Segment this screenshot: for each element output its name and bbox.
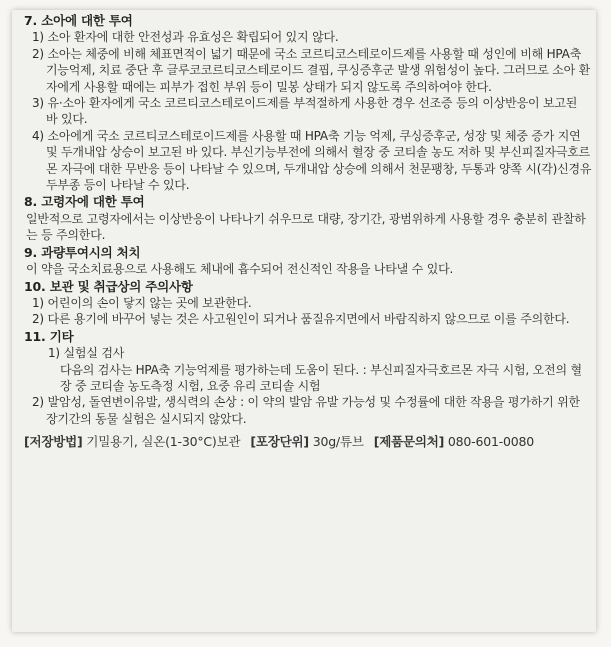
section-11-item-1: 1) 실험실 검사 <box>48 346 125 361</box>
section-10-item-2: 2) 다른 용기에 바꾸어 넣는 것은 사고원인이 되거나 품질유지면에서 바람직하지 않으므로 이를 주의한다. <box>32 312 570 327</box>
storage-value: 기밀용기, 실온(1-30°C)보관 <box>86 434 241 450</box>
storage-info <box>24 434 240 450</box>
package-info <box>250 434 363 450</box>
contact-label: [제품문의처] <box>373 434 445 450</box>
section-8-title: 8. 고령자에 대한 투여 <box>24 194 145 210</box>
section-10-item-1: 1) 어린이의 손이 닿지 않는 곳에 보관한다. <box>32 295 252 310</box>
footer-info <box>24 434 592 450</box>
section-7-item-3: 3) 유·소아 환자에게 국소 코르티코스테로이드제를 부적절하게 사용한 경우 선조증 등의 이상반응이 보고된 바 있다. <box>32 96 578 127</box>
section-11-item-1-text: 다음의 검사는 HPA축 기능억제를 평가하는데 도움이 된다. : 부신피질자극호르몬 자극 시험, 오전의 혈장 중 코티솔 농도측정 시험, 요중 유리 코티솔 시험 <box>60 362 582 393</box>
storage-label: [저장방법] <box>24 434 83 450</box>
package-label: [포장단위] <box>250 434 309 450</box>
section-11-title: 11. 기타 <box>24 328 74 344</box>
contact-info <box>374 434 534 450</box>
section-11-item-2: 2) 발암성, 돌연변이유발, 생식력의 손상 : 이 약의 발암 유발 가능성 및 수정률에 대한 작용을 평가하기 위한 장기간의 동물 실험은 실시되지 않았다. <box>32 395 580 426</box>
section-7-item-2: 2) 소아는 체중에 비해 체표면적이 넓기 때문에 국소 코르티코스테로이드제를 사용할 때 성인에 비해 HPA축 기능억제, 치료 중단 후 글루코코르티코스테로이드 결핍, 쿠싱증후군 발생 위험성이 높다. 그러므로 소아 환자에게 사용할 때에는 피부가 접힌 부위 등이 밀봉 상태가 되지 않도록 주의하여야 한다. <box>32 46 591 94</box>
document-page <box>12 10 596 632</box>
section-7-item-4: 4) 소아에게 국소 코르티코스테로이드제를 사용할 때 HPA축 기능 억제, 쿠싱증후군, 성장 및 체중 증가 지연 및 두개내압 상승이 보고된 바 있다. 부신기능부전에 의해서 혈장 중 코티솔 농도 저하 및 부신피질자극호르몬 자극에 대한 무반응 등이 나타날 수 있으며, 두개내압 상승에 의해서 천문팽창, 두통과 양쪽 시(각)신경유두부종 등이 나타날 수 있다. <box>32 128 592 193</box>
section-9-title: 9. 과량투여시의 처치 <box>24 244 141 260</box>
contact-value: 080-601-0080 <box>447 434 535 450</box>
section-7-item-1: 1) 소아 환자에 대한 안전성과 유효성은 확립되어 있지 않다. <box>32 30 339 45</box>
section-7-title: 7. 소아에 대한 투여 <box>24 13 133 28</box>
package-value: 30g/튜브 <box>312 434 364 450</box>
document-body <box>24 12 592 451</box>
section-9-text: 이 약을 국소치료용으로 사용해도 체내에 흡수되어 전신적인 작용을 나타낼 수 있다. <box>26 262 454 277</box>
section-10-title: 10. 보관 및 취급상의 주의사항 <box>24 278 193 294</box>
section-8-text: 일반적으로 고령자에서는 이상반응이 나타나기 쉬우므로 대량, 장기간, 광범위하게 사용할 경우 충분히 관찰하는 등 주의한다. <box>26 211 586 243</box>
